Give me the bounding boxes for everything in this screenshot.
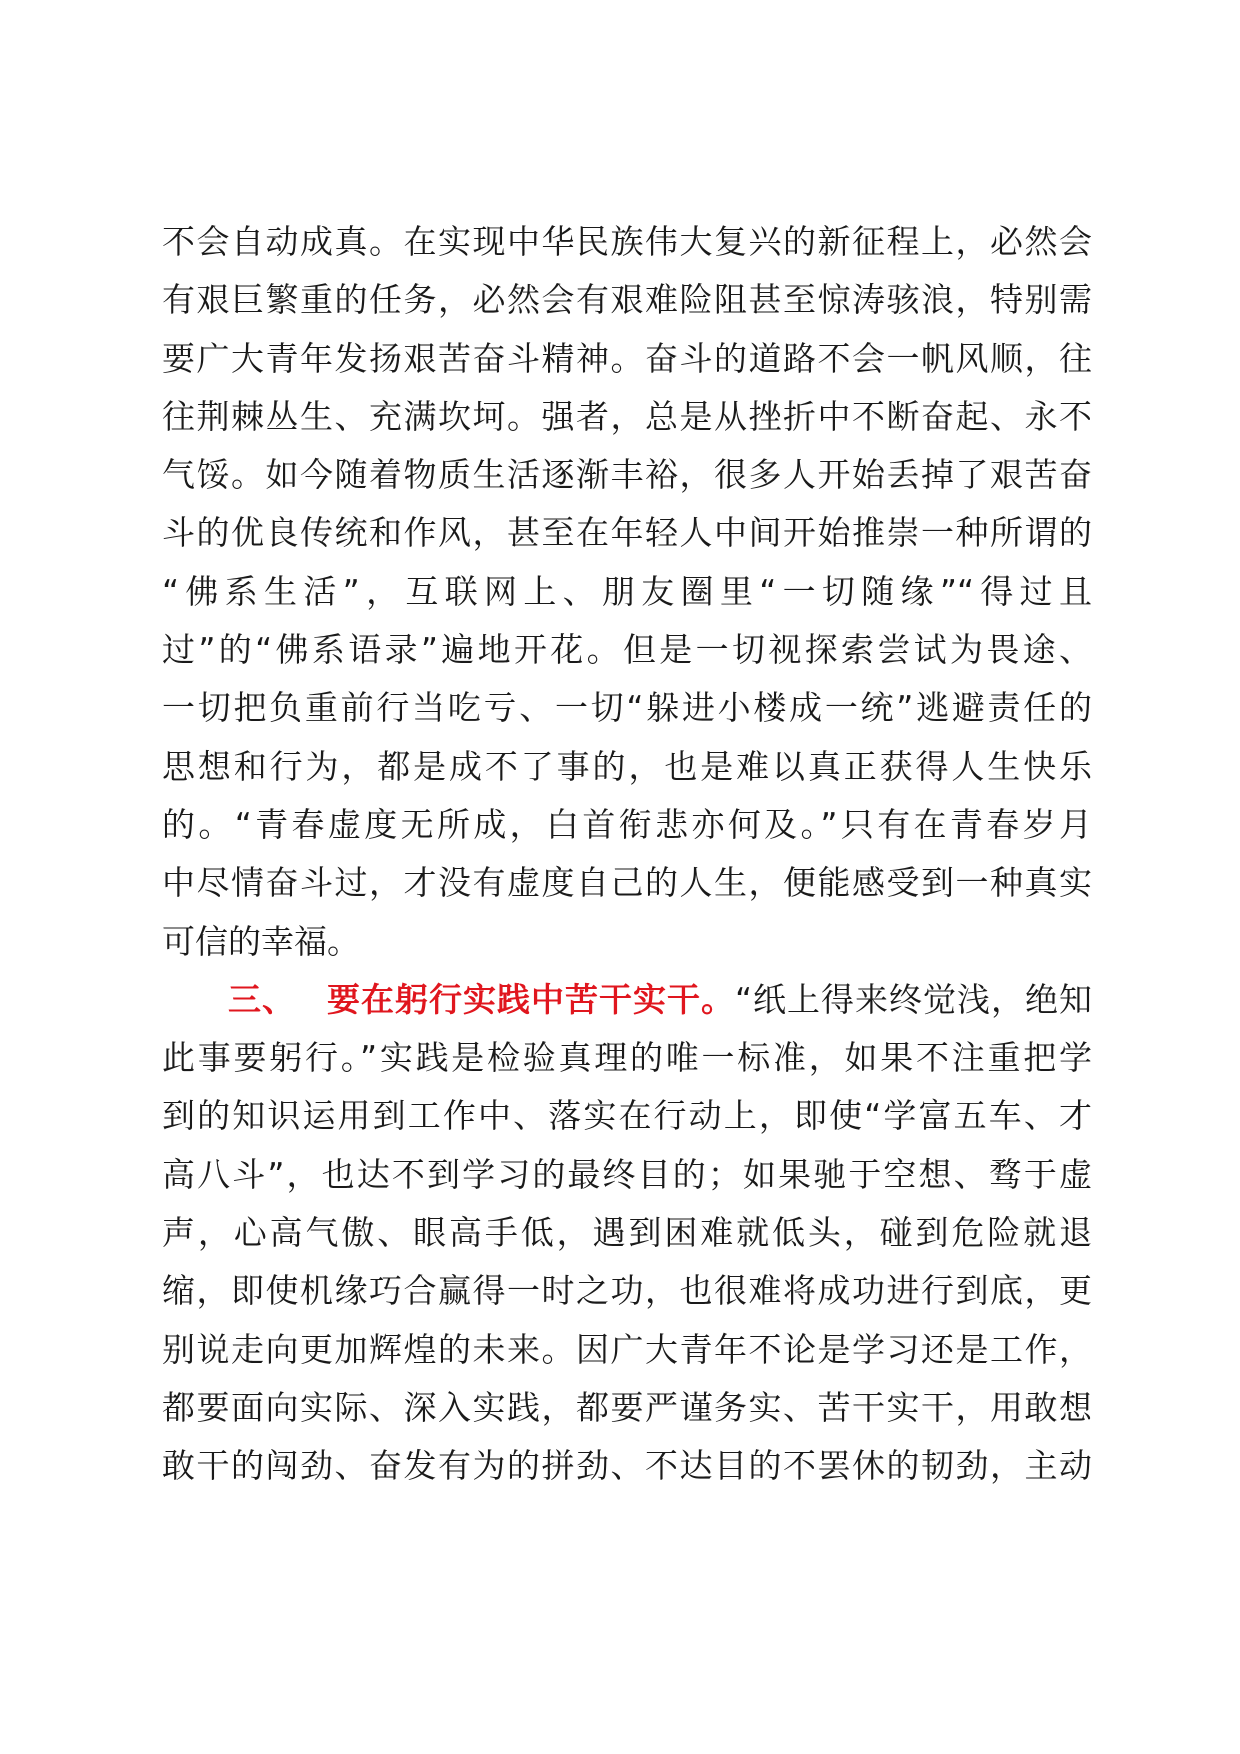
document-body <box>162 213 1092 1496</box>
body-line: 此事要躬行。”实践是检验真理的唯一标准，如果不注重把学 <box>162 1038 1092 1078</box>
body-line: 高八斗”，也达不到学习的最终目的；如果驰于空想、骛于虚 <box>162 1154 1092 1194</box>
body-line: 可信的幸福。 <box>162 921 360 961</box>
body-line: 不会自动成真。在实现中华民族伟大复兴的新征程上，必然会 <box>162 222 1092 261</box>
body-line: 声，心高气傲、眼高手低，遇到困难就低头，碰到危险就退 <box>162 1213 1092 1253</box>
body-line: 过”的“佛系语录”遍地开花。但是一切视探索尝试为畏途、 <box>162 630 1092 670</box>
body-line: 有艰巨繁重的任务，必然会有艰难险阻甚至惊涛骇浪，特别需 <box>162 280 1092 320</box>
body-line: 都要面向实际、深入实践，都要严谨务实、苦干实干，用敢想 <box>162 1387 1092 1427</box>
body-line: 中尽情奋斗过，才没有虚度自己的人生，便能感受到一种真实 <box>162 863 1092 903</box>
body-line: 缩，即使机缘巧合赢得一时之功，也很难将成功进行到底，更 <box>162 1271 1092 1311</box>
section-number: 三、 <box>228 979 296 1019</box>
section-first-line-text: “纸上得来终觉浅，绝知 <box>734 979 1092 1019</box>
section-heading-line <box>162 971 1092 1029</box>
body-line: 别说走向更加辉煌的未来。因广大青年不论是学习还是工作， <box>162 1329 1092 1369</box>
body-line: 要广大青年发扬艰苦奋斗精神。奋斗的道路不会一帆风顺，往 <box>162 338 1092 378</box>
body-line: 到的知识运用到工作中、落实在行动上，即使“学富五车、才 <box>162 1096 1092 1136</box>
body-line: 气馁。如今随着物质生活逐渐丰裕，很多人开始丢掉了艰苦奋 <box>162 455 1092 495</box>
body-line: 斗的优良传统和作风，甚至在年轻人中间开始推崇一种所谓的 <box>162 513 1092 553</box>
body-line: “佛系生活”，互联网上、朋友圈里“一切随缘”“得过且 <box>162 571 1092 611</box>
body-line: 的。“青春虚度无所成，白首衔悲亦何及。”只有在青春岁月 <box>162 804 1092 844</box>
body-line: 往荆棘丛生、充满坎坷。强者，总是从挫折中不断奋起、永不 <box>162 396 1092 436</box>
section-heading: 要在躬行实践中苦干实干。 <box>326 979 735 1019</box>
body-line: 思想和行为，都是成不了事的，也是难以真正获得人生快乐 <box>162 746 1092 786</box>
body-line: 一切把负重前行当吃亏、一切“躲进小楼成一统”逃避责任的 <box>162 688 1092 728</box>
body-line: 敢干的闯劲、奋发有为的拼劲、不达目的不罢休的韧劲，主动 <box>162 1446 1092 1486</box>
